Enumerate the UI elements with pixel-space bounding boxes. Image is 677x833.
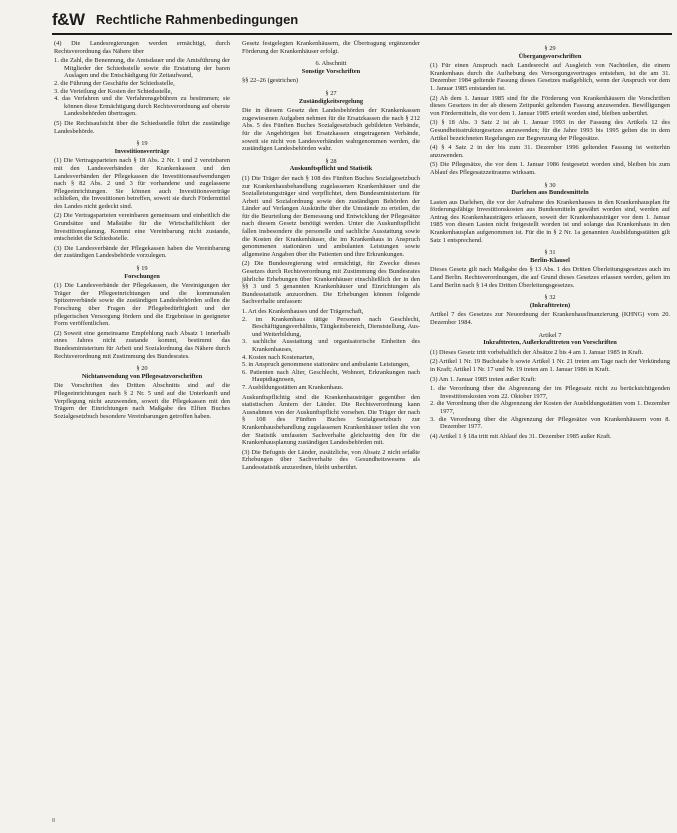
paragraph: Die in diesem Gesetz den Landesbehörden der Krankenkassen zugewiesenen Aufgaben nehmen für die Ersatzkassen die nach § 212 Abs. 5 des Fünften Buches Sozialgesetzbuch gebildeten Verbände, für die Angehörigen bei Ersatzkassen eingetragenen Verbände, soweit sie nicht von Landesverbänden wahrgenommen werden, die zuständigen Landesbehörden wahr.	[242, 107, 420, 153]
paragraph: Artikel 7 des Gesetzes zur Neuordnung der Krankenhausfinanzierung (KHNG) vom 20. Dezember 1984.	[430, 311, 670, 326]
paragraph: (2) Die Bundesregierung wird ermächtigt, für Zwecke dieses Gesetzes durch Rechtsverordnung mit Zustimmung des Bundesrates jährliche Erhebungen über Krankenhäuser einschließlich der in den §§ 3 und 5 genannten Krankenhäuser und Einrichtungen als Bundesstatistik anzuordnen. Die Erhebungen können folgende Sachverhalte umfassen:	[242, 260, 420, 306]
section-title: Sonstige Vorschriften	[301, 67, 361, 75]
paragraph: (2) Die Vertragsparteien vereinbaren gemeinsam und einheitlich die Grundsätze und Maßstäbe für die Wirtschaftlichkeit der Investitionsplanung. Kommt eine Vereinbarung nicht zustande, entscheidet die Schiedsstelle.	[54, 212, 230, 243]
paragraph: (2) Ab dem 1. Januar 1985 sind für die Förderung von Krankenhäusern die Vorschriften dieses Gesetzes in der ab diesem Zeitpunkt geltenden Fassung anzuwenden. Bewilligungen von Fördermitteln, die vor dem 1. Januar 1985 erteilt worden sind, bleiben unberührt.	[430, 94, 670, 117]
section-title: Zuständigkeitsregelung	[298, 97, 364, 105]
paragraph: Auskunftspflichtig sind die Krankenhausträger gegenüber den statistischen Ämtern der Länder. Die Rechtsverordnung kann Ausnahmen von der Auskunftspflicht vorsehen. Die Träger der nach § 108 des Fünften Buches Sozialgesetzbuch zur Krankenhausbehandlung zugelassenen Krankenhäuser teilen die von der Statistik umfassten Sachverhalte gleichzeitig den für die Krankenhausplanung zuständigen Landesbehörden mit.	[242, 393, 420, 447]
list-item: 4. Kosten nach Kostenarten,	[242, 353, 315, 361]
section-number: § 29	[544, 45, 556, 52]
section-title: Auskunftspflicht und Statistik	[289, 165, 373, 173]
paragraph: (3) § 18 Abs. 3 Satz 2 ist ab 1. Januar 1993 in der Fassung des Artikels 12 des Gesundheitsstrukturgesetzes anzuwenden; für die Jahre 1993 bis 1995 gelten die in dem Artikel bezeichneten Regelungen zur Begrenzung der Pflegesätze.	[430, 119, 670, 142]
enumerated-list	[54, 57, 230, 118]
text-column-right	[430, 40, 670, 442]
paragraph: Dieses Gesetz gilt nach Maßgabe des § 13 Abs. 1 des Dritten Überleitungsgesetzes auch im Land Berlin. Rechtsverordnungen, die auf Grund dieses Gesetzes erlassen werden, gelten im Land Berlin nach § 14 des Dritten Überleitungsgesetzes.	[430, 266, 670, 289]
section-title: Übergangsvorschriften	[518, 52, 582, 60]
section-number: § 31	[544, 249, 556, 257]
section-heading	[430, 182, 670, 197]
section-heading	[54, 140, 230, 155]
section-title: Berlin-Klausel	[530, 256, 570, 264]
list-item: 3. sachliche Ausstattung und organisatorische Einheiten des Krankenhauses,	[242, 338, 420, 353]
paragraph: §§ 22–26 (gestrichen)	[242, 77, 299, 85]
text-column-left	[54, 40, 230, 422]
paragraph: (2) Soweit eine gemeinsame Empfehlung nach Absatz 1 innerhalb eines Jahres nicht zustande kommt, bestimmt das Bundesministerium für Arbeit und Sozialordnung das Nähere durch Rechtsverordnung mit Zustimmung des Bundesrates.	[54, 329, 230, 360]
header-rule	[52, 33, 672, 35]
section-heading	[242, 90, 420, 105]
section-number: § 19	[136, 265, 148, 273]
list-item: 1. die Verordnung über die Abgrenzung der im Pflegesatz nicht zu berücksichtigenden Investitionskosten vom 22. Oktober 1977,	[430, 385, 670, 400]
list-item: 2. im Krankenhaus tätige Personen nach Geschlecht, Beschäftigungsverhältnis, Tätigkeitsbereich, Dienststellung, Aus- und Weiterbildung,	[242, 315, 420, 338]
section-title: Nichtanwendung von Pflegesatzvorschriften	[81, 372, 203, 380]
paragraph: (5) Die Rechtsaufsicht über die Schiedsstelle führt die zuständige Landesbehörde.	[54, 119, 230, 135]
paragraph: (1) Für einen Anspruch nach Landesrecht auf Ausgleich von Nachteilen, die einem Krankenhaus durch die Aufhebung des Versorgungsvertrages entstehen, ist die am 31. Dezember 1984 geltende Fassung dieses Gesetzes maßgeblich, wenn der Anspruch vor dem 1. Januar 1985 entstanden ist.	[430, 62, 670, 92]
section-heading	[430, 249, 670, 264]
enumerated-list	[430, 385, 670, 431]
page-header-title: Rechtliche Rahmenbedingungen	[96, 12, 299, 27]
publisher-logo: f&W	[52, 10, 85, 29]
paragraph: (3) Die Landesverbände der Pflegekassen haben die Vereinbarung der zuständigen Landesbehörde vorzulegen.	[54, 244, 230, 260]
section-heading	[430, 332, 670, 347]
text-column-middle	[242, 40, 420, 473]
paragraph: (5) Die Pflegesätze, die vor dem 1. Januar 1986 festgesetzt worden sind, bleiben bis zum Ablauf des Pflegesatzzeitraums wirksam.	[430, 161, 670, 176]
paragraph: (1) Die Landesverbände der Pflegekassen, die Vereinigungen der Träger der Pflegeeinrichtungen und die kommunalen Spitzenverbände sowie die zuständigen Landesbehörden sollen die Forschung über Fragen der Pflegebedürftigkeit und der pflegerischen Versorgung fördern und die Ergebnisse in geeigneter Form veröffentlichen.	[54, 282, 230, 328]
section-heading	[242, 60, 420, 75]
paragraph: (1) Die Träger der nach § 108 des Fünften Buches Sozialgesetzbuch zur Krankenhausbehandlung zugelassenen Krankenhäuser und die Sozialleistungsträger sind verpflichtet, dem Bundesministerium für Arbeit und Sozialordnung sowie den zuständigen Behörden der Länder auf Verlangen Auskünfte über die Umstände zu erteilen, die für die Beurteilung der Bemessung und Entwicklung der Pflegesätze nach diesem Gesetz benötigt werden. Unter die Auskunftspflicht fallen insbesondere die personelle und sachliche Ausstattung sowie die Kosten der Krankenhäuser, die im Krankenhaus in Anspruch genommenen stationären und ambulanten Leistungen sowie allgemeine Angaben über die Patienten und ihre Erkrankungen.	[242, 174, 420, 258]
list-item: 2. die Führung der Geschäfte der Schiedsstelle,	[54, 79, 175, 87]
paragraph: (2) Artikel 1 Nr. 19 Buchstabe b sowie Artikel 1 Nr. 21 treten am Tage nach der Verkündung in Kraft; Artikel 1 Nr. 17 und Nr. 19 treten am 1. Januar 1986 in Kraft.	[430, 358, 670, 373]
section-heading	[430, 294, 670, 309]
page-header	[52, 10, 667, 32]
paragraph: (3) Am 1. Januar 1985 treten außer Kraft:	[430, 375, 537, 383]
section-number: § 27	[325, 89, 337, 97]
section-title: Darlehen aus Bundesmitteln	[511, 189, 589, 197]
paragraph: Die Vorschriften des Dritten Abschnitts sind auf die Pflegeeinrichtungen nach § 2 Nr. 5 und auf die Unterkunft und Verpflegung nicht anzuwenden, soweit die Pflegekassen mit den Trägern der Einrichtungen nach Maßgabe des Elften Buches Sozialgesetzbuch besondere Vereinbarungen getroffen haben.	[54, 382, 230, 420]
list-item: 3. die Verteilung der Kosten der Schiedsstelle,	[54, 87, 173, 95]
list-item: 7. Ausbildungsstätten am Krankenhaus.	[242, 383, 344, 391]
paragraph: (4) Artikel 1 § 18a tritt mit Ablauf des 31. Dezember 1985 außer Kraft.	[430, 432, 612, 440]
list-item: 2. die Verordnung über die Abgrenzung der Kosten der Ausbildungsstätten vom 1. Dezember 1977,	[430, 400, 670, 415]
enumerated-list	[242, 308, 420, 392]
section-heading	[54, 265, 230, 280]
section-number: § 30	[544, 181, 556, 189]
paragraph: Gesetz festgelegten Krankenhäusern, die Übertragung ergänzender Förderung der Krankenhäuser erfolgt.	[242, 40, 420, 55]
section-heading	[430, 45, 670, 60]
section-number: 6. Abschnitt	[315, 60, 347, 68]
section-title: (Inkrafttreten)	[529, 301, 571, 309]
section-title: Investitionsverträge	[114, 147, 170, 155]
section-heading	[242, 158, 420, 173]
section-number: Artikel 7	[538, 331, 562, 339]
list-item: 1. Art des Krankenhauses und der Trägerschaft,	[242, 308, 364, 315]
list-item: 3. die Verordnung über die Abgrenzung der Pflegesätze von Krankenhäusern vom 8. Dezember 1977.	[430, 415, 670, 431]
paragraph: (1) Dieses Gesetz tritt vorbehaltlich der Absätze 2 bis 4 am 1. Januar 1985 in Kraft.	[430, 348, 644, 356]
list-item: 5. in Anspruch genommene stationäre und ambulante Leistungen,	[242, 361, 410, 369]
section-number: § 19	[136, 140, 148, 148]
paragraph: (4) Die Landesregierungen werden ermächtigt, durch Rechtsverordnung das Nähere über	[54, 40, 230, 55]
list-item: 1. die Zahl, die Benennung, die Amtsdauer und die Amtsführung der Mitglieder der Schiedsstelle sowie die Erstattung der baren Auslagen und die Entschädigung für Zeitaufwand,	[54, 57, 230, 80]
paragraph: (1) Die Vertragsparteien nach § 18 Abs. 2 Nr. 1 und 2 vereinbaren mit den Landesverbänden der Krankenkassen und den Landesverbänden der Pflegekassen die Investitionsaufwendungen nach § 82 Abs. 2 und 3 für vorhandene und zugelassene Pflegeeinrichtungen. Sie können auch Investitionsverträge schließen, die Investitionen betreffen, soweit sie durch Fördermittel des Landes nicht gedeckt sind.	[54, 157, 230, 210]
section-number: § 32	[544, 294, 556, 302]
section-number: § 20	[136, 365, 148, 373]
list-item: 4. das Verfahren und die Verfahrensgebühren zu bestimmen; sie können diese Ermächtigung durch Rechtsverordnung auf oberste Landesbehörden übertragen.	[54, 95, 230, 118]
section-title: Inkrafttreten, Außerkrafttreten von Vorschriften	[483, 339, 617, 347]
paragraph: (4) § 4 Satz 2 in der bis zum 31. Dezember 1996 geltenden Fassung ist weiterhin anzuwenden.	[430, 144, 670, 159]
list-item: 6. Patienten nach Alter, Geschlecht, Wohnort, Erkrankungen nach Hauptdiagnosen,	[242, 368, 420, 384]
section-heading	[54, 365, 230, 380]
section-number: § 28	[325, 157, 337, 165]
section-title: Forschungen	[124, 272, 160, 280]
page-number: 8	[52, 818, 55, 824]
paragraph: Lasten aus Darlehen, die vor der Aufnahme des Krankenhauses in den Krankenhausplan für förderungsfähige Investitionskosten aus Bundesmitteln gewährt worden sind, werden auf Antrag des Krankenhausträgers erlassen, soweit der Krankenhausträger vor dem 1. Januar 1985 von diesen Lasten nicht freigestellt worden ist und solange das Krankenhaus in den Krankenhausplan aufgenommen ist. Für die in § 2 Nr. 1a genannten Ausbildungsstätten gilt Satz 1 entsprechend.	[430, 198, 670, 244]
paragraph: (3) Die Befugnis der Länder, zusätzliche, von Absatz 2 nicht erfaßte Erhebungen über Sachverhalte des Gesundheitswesens als Landesstatistik anzuordnen, bleibt unberührt.	[242, 448, 420, 471]
